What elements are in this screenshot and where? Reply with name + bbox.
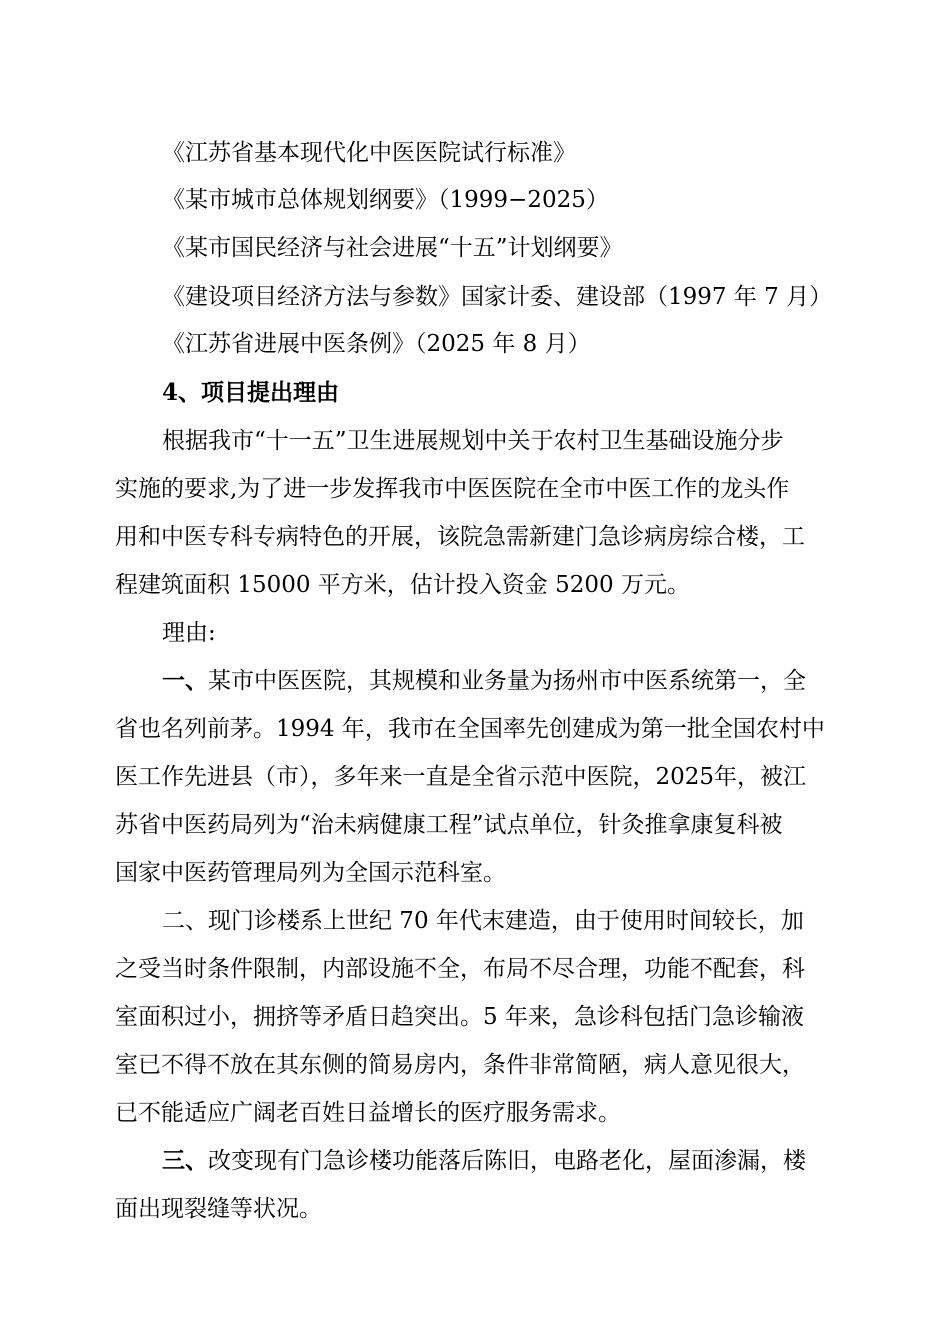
body-line: 省也名列前茅。1994 年，我市在全国率先创建成为第一批全国农村中	[115, 716, 825, 742]
reason-3-number: 三、	[162, 1147, 208, 1174]
reference-line: 《建设项目经济方法与参数》国家计委、建设部（1997 年 7 月）	[162, 284, 833, 310]
reason-1-text: 某市中医医院，其规模和业务量为扬州市中医系统第一，全	[208, 668, 806, 694]
body-line: 室面积过小，拥挤等矛盾日趋突出。5 年来，急诊科包括门急诊输液	[115, 1004, 804, 1030]
section-heading: 4、项目提出理由	[162, 379, 340, 406]
body-line: 用和中医专科专病特色的开展，该院急需新建门急诊病房综合楼，工	[115, 524, 805, 550]
body-line: 实施的要求,为了进一步发挥我市中医医院在全市中医工作的龙头作	[115, 476, 790, 502]
body-line: 室已不得不放在其东侧的简易房内，条件非常简陋，病人意见很大，	[115, 1052, 805, 1078]
reasons-label: 理由:	[162, 620, 216, 646]
body-line: 面出现裂缝等状况。	[115, 1196, 322, 1222]
reference-line: 《江苏省进展中医条例》（2025 年 8 月）	[162, 331, 591, 357]
body-line: 之受当时条件限制，内部设施不全，布局不尽合理，功能不配套，科	[115, 956, 805, 982]
reference-line: 《某市国民经济与社会进展“十五”计划纲要》	[162, 235, 623, 261]
body-line: 医工作先进县（市），多年来一直是全省示范中医院，2025年，被江	[115, 764, 807, 790]
reason-3-first-line	[162, 1146, 892, 1176]
body-line: 国家中医药管理局列为全国示范科室。	[115, 860, 506, 886]
reason-2-first-line: 二、现门诊楼系上世纪 70 年代末建造，由于使用时间较长，加	[162, 908, 804, 934]
body-line: 苏省中医药局列为“治未病健康工程”试点单位，针灸推拿康复科被	[115, 812, 783, 838]
body-line: 已不能适应广阔老百姓日益增长的医疗服务需求。	[115, 1100, 621, 1126]
reference-line: 《江苏省基本现代化中医医院试行标准》	[162, 140, 576, 166]
reason-1-number: 一、	[162, 667, 208, 694]
reason-1-first-line	[162, 666, 892, 696]
body-line: 程建筑面积 15000 平方米，估计投入资金 5200 万元。	[115, 572, 690, 598]
body-line: 根据我市“十一五”卫生进展规划中关于农村卫生基础设施分步	[162, 428, 784, 454]
reference-line: 《某市城市总体规划纲要》（1999−2025）	[162, 187, 609, 213]
reason-3-text: 改变现有门急诊楼功能落后陈旧，电路老化，屋面渗漏，楼	[208, 1148, 806, 1174]
